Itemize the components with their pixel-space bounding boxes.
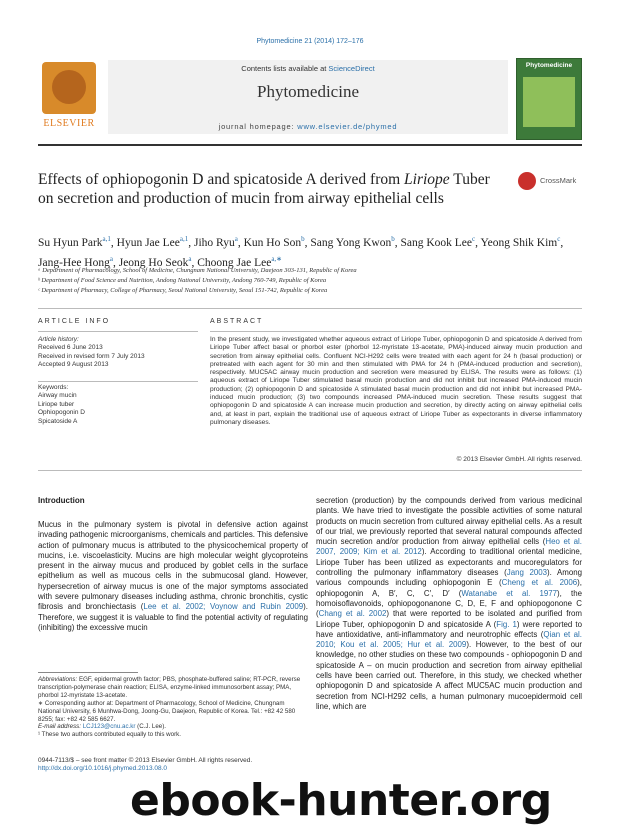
equal-contribution-footnote: ¹ These two authors contributed equally to this work. bbox=[38, 731, 181, 739]
affiliations bbox=[38, 266, 582, 296]
citation-link[interactable]: Chang et al. 2002 bbox=[318, 609, 387, 619]
citation-link[interactable]: Watanabe et al. 1977 bbox=[461, 588, 558, 598]
title-part: Effects of ophiopogonin D and spicatoside A derived from bbox=[38, 171, 405, 188]
journal-cover-image bbox=[516, 58, 582, 140]
watermark-text: ebook-hunter.org bbox=[130, 775, 552, 826]
para-text: ). According to traditional oriental medicine, Liriope Tuber has been utilized as expectorants and mucoregulators for controlling the pulmonary inflammatory diseases ( bbox=[316, 547, 582, 578]
author-affiliation-marker[interactable]: a,∗ bbox=[271, 254, 283, 263]
history-accepted: Accepted 9 August 2013 bbox=[38, 361, 109, 369]
para-text: Mucus in the pulmonary system is pivotal in defensive action against invading pathogenic microorganisms, chemicals and particles. This defensive action of pulmonary mucus is attributed to the physicochemical property of mucins, i.e. viscoelasticity. Mucins are high molecular weight glycoproteins present in the airway mucus and produced by goblet cells in the surface epithelium as well as mucous cells in the submucosal gland. However, hypersecretion of airway mucus is one of the major symptoms associated with severe pulmonary diseases including asthma, chronic bronchitis, cystic fibrosis and bronchiectasis ( bbox=[38, 520, 308, 612]
author-name: Yeong Shik Kim bbox=[480, 236, 558, 249]
author-separator: , bbox=[112, 256, 119, 269]
author-separator: , bbox=[394, 236, 401, 249]
divider bbox=[210, 331, 582, 332]
article-history bbox=[38, 336, 198, 370]
author-name: Kun Ho Son bbox=[243, 236, 302, 249]
author-affiliation-marker[interactable]: a bbox=[188, 254, 192, 263]
intro-paragraph bbox=[38, 520, 308, 633]
author-name: Su Hyun Park bbox=[38, 236, 103, 249]
para-text: ), the homoisoflavonoids, ophiopogonanone C, D, E, F and ophiopogonone C ( bbox=[316, 588, 582, 619]
figure-link[interactable]: Fig. 1 bbox=[496, 619, 517, 629]
contents-line bbox=[108, 64, 508, 73]
abbrev-text: EGF, epidermal growth factor; PBS, phosphate-buffered saline; RT-PCR, reverse transcription-polymerase chain reaction; ELISA, enzyme-linked immunosorbent assay; PMA, phorbol 12-myristate 13-acetate. bbox=[38, 676, 301, 699]
author-affiliation-marker[interactable]: b bbox=[391, 235, 395, 243]
doi-link[interactable]: http://dx.doi.org/10.1016/j.phymed.2013.08.0 bbox=[38, 765, 168, 772]
header-divider bbox=[38, 144, 582, 146]
email-link[interactable]: LCJ123@cnu.ac.kr bbox=[82, 723, 136, 731]
crossmark-label: CrossMark bbox=[540, 176, 577, 185]
elsevier-logo bbox=[38, 60, 100, 132]
author-affiliation-marker[interactable]: a bbox=[234, 235, 238, 243]
title-italic: Liriope bbox=[404, 171, 450, 188]
author-separator: , bbox=[188, 236, 194, 249]
keyword: Airway mucin bbox=[38, 392, 77, 400]
author-separator: , bbox=[475, 236, 481, 249]
divider bbox=[38, 381, 198, 382]
keywords-label: Keywords: bbox=[38, 384, 69, 391]
journal-title: Phytomedicine bbox=[257, 82, 359, 101]
author-affiliation-marker[interactable]: b bbox=[301, 235, 305, 243]
keyword: Spicatoside A bbox=[38, 417, 78, 425]
title-part: Tuber on secretion and production of mucin from airway epithelial cells bbox=[38, 171, 490, 207]
para-text: secretion (production) by the compounds derived from various medicinal plants. We have tried to investigate the possible activities of some natural products on mucin secretion from cultured airway epithelial cells. As a result of our trial, we previously reported that several natural compounds affected mucin secretion and/or production from airway epithelial cells ( bbox=[316, 496, 582, 547]
divider bbox=[38, 331, 198, 332]
paper-title bbox=[38, 170, 498, 208]
author-affiliation-marker[interactable]: a,1 bbox=[179, 235, 189, 243]
abbreviations-footnote bbox=[38, 676, 308, 700]
author-name: Jang-Hee Hong bbox=[38, 256, 110, 269]
crossmark-icon bbox=[518, 172, 536, 190]
issn-line: 0944-7113/$ – see front matter © 2013 Elsevier GmbH. All rights reserved. bbox=[38, 757, 253, 764]
footnote-divider bbox=[38, 672, 138, 673]
para-text: ) that were reported to be isolated and purified from Liriope Tuber, ophiopogonin D and spicatoside A ( bbox=[316, 609, 582, 629]
author-list bbox=[38, 231, 582, 271]
citation-link[interactable]: Jang 2003 bbox=[506, 568, 548, 578]
abstract-text: In the present study, we investigated whether aqueous extract of Liriope Tuber, ophiopogonin D and spicatoside A derived from Liriope Tuber affect basal or phorbol ester (phorbol 12-myristate 13-acetate, PMA)-induced airway mucin production and secretion from airway epithelial cells. Confluent NCI-H292 cells were treated with each agent for 24 h (basal production) or pretreated with each agent for 30 min and then stimulated with PMA for 24 h (PMA-induced production and secretion), respectively. MUC5AC airway mucin production and secretion were measured by ELISA. The results were as follows: (1) aqueous extract of Liriope Tuber stimulated basal mucin production and did not inhibit but increased PMA-induced mucin production; (2) ophiopogonin D and spicatoside A stimulated basal mucin production and did not inhibit but increased PMA-induced mucin production; (3) two compounds increased PMA-induced mucin secretion. These results suggest that ophiopogonin D and spicatoside A can increase mucin production and secretion, by directly acting on airway epithelial cells and, at least in part, explain the traditional use of aqueous extract of Liriope Tuber as expectorants in diverse inflammatory pulmonary diseases. bbox=[210, 336, 582, 426]
citation-link[interactable]: Cheng et al. 2006 bbox=[501, 578, 578, 588]
author-affiliation-marker[interactable]: c bbox=[557, 235, 561, 243]
keywords bbox=[38, 384, 198, 426]
homepage-link[interactable]: www.elsevier.de/phymed bbox=[297, 122, 398, 131]
author-name: Sang Yong Kwon bbox=[310, 236, 392, 249]
corresponding-author-footnote: ∗ Corresponding author at: Department of Pharmacology, School of Medicine, Chungnam National University, 6 Munhwa-Dong, Joong-Gu, Daejeon, Republic of Korea. Tel.: +82 42 580 8255; fax: +82 42 585 6627. bbox=[38, 699, 296, 723]
author-separator: , bbox=[237, 236, 244, 249]
abstract-copyright: © 2013 Elsevier GmbH. All rights reserved. bbox=[456, 456, 582, 463]
history-received: Received 6 June 2013 bbox=[38, 344, 103, 352]
journal-reference[interactable]: Phytomedicine 21 (2014) 172–176 bbox=[256, 38, 364, 45]
divider bbox=[38, 470, 582, 471]
author-affiliation-marker[interactable]: a bbox=[109, 254, 113, 263]
author-affiliation-marker[interactable]: c bbox=[472, 235, 476, 243]
history-revised: Received in revised form 7 July 2013 bbox=[38, 352, 145, 360]
email-suffix: (C.J. Lee). bbox=[135, 723, 167, 731]
para-text: ). However, to the best of our knowledge, no other studies on these two compounds - ophiopogonin D and spicatoside A – on mucin production and secretion from airway epithelial cells have been carried out. Therefore, in this study, we checked whether ophiopogonin D and spicatoside A affect MUC5AC mucin production and secretion from NCI-H292 cells, a human pulmonary mucoepidermoid cell line, which are bbox=[316, 640, 582, 711]
cover-artwork bbox=[523, 77, 575, 127]
sciencedirect-link[interactable]: ScienceDirect bbox=[328, 64, 375, 73]
author-name: Sang Kook Lee bbox=[400, 236, 473, 249]
homepage-prefix: journal homepage: bbox=[218, 122, 298, 131]
affiliation-c: ᶜ Department of Pharmacy, College of Pharmacy, Seoul National University, Seoul 151-742, Republic of Korea bbox=[38, 287, 328, 294]
email-label: E-mail address: bbox=[38, 723, 83, 731]
tree-icon bbox=[42, 62, 96, 114]
author-separator: , bbox=[560, 236, 564, 249]
author-separator: , bbox=[191, 256, 198, 269]
section-heading-introduction: Introduction bbox=[38, 496, 85, 505]
footnotes bbox=[38, 676, 308, 739]
contents-prefix: Contents lists available at bbox=[241, 64, 329, 73]
intro-paragraph-col2 bbox=[316, 496, 582, 712]
author-name: Jiho Ryu bbox=[193, 236, 235, 249]
author-name: Jeong Ho Seok bbox=[118, 256, 189, 269]
author-separator: , bbox=[304, 236, 311, 249]
citation-link[interactable]: Qian et al. 2010; Kou et al. 2005; Hur et al. 2009 bbox=[316, 629, 582, 650]
citation-link[interactable]: Heo et al. 2007, 2009; Kim et al. 2012 bbox=[316, 537, 582, 557]
article-info-heading: ARTICLE INFO bbox=[38, 318, 111, 325]
author-separator: , bbox=[110, 236, 117, 249]
abbrev-label: Abbreviations: bbox=[38, 676, 78, 683]
affiliation-a: ᵃ Department of Pharmacology, School of Medicine, Chungnam National University, Daejeon 303-131, Republic of Korea bbox=[38, 267, 357, 274]
divider bbox=[38, 308, 582, 309]
email-footnote bbox=[38, 723, 308, 731]
author-name: Hyun Jae Lee bbox=[116, 236, 180, 249]
affiliation-b: ᵇ Department of Food Science and Nutrition, Andong National University, Andong 760-749, Republic of Korea bbox=[38, 277, 327, 284]
author-name: Choong Jae Lee bbox=[197, 256, 272, 269]
para-text: ) were reported to have antioxidative, anti-inflammatory and neurotrophic effects ( bbox=[316, 619, 582, 639]
keyword: Liriope tuber bbox=[38, 400, 75, 408]
homepage-line bbox=[108, 122, 508, 131]
citation-link[interactable]: Lee et al. 2002; Voynow and Rubin 2009 bbox=[143, 602, 304, 612]
keyword: Ophiopogonin D bbox=[38, 409, 85, 417]
abstract-heading: ABSTRACT bbox=[210, 318, 264, 325]
para-text: ), ophiopogonin A, B′, C, C′, D′ ( bbox=[316, 578, 582, 598]
history-label: Article history: bbox=[38, 336, 79, 343]
para-text: ). Among various compounds including ophiopogonin E ( bbox=[316, 568, 583, 588]
publisher-name: ELSEVIER bbox=[43, 118, 95, 129]
para-text: ). Therefore, we suggest it is valuable to find the potential activity of regulating (inhibiting) the excessive mucin bbox=[38, 602, 308, 632]
cover-title: Phytomedicine bbox=[525, 62, 573, 69]
crossmark-badge[interactable] bbox=[518, 172, 582, 192]
author-affiliation-marker[interactable]: a,1 bbox=[102, 235, 111, 243]
issn-block bbox=[38, 757, 338, 773]
